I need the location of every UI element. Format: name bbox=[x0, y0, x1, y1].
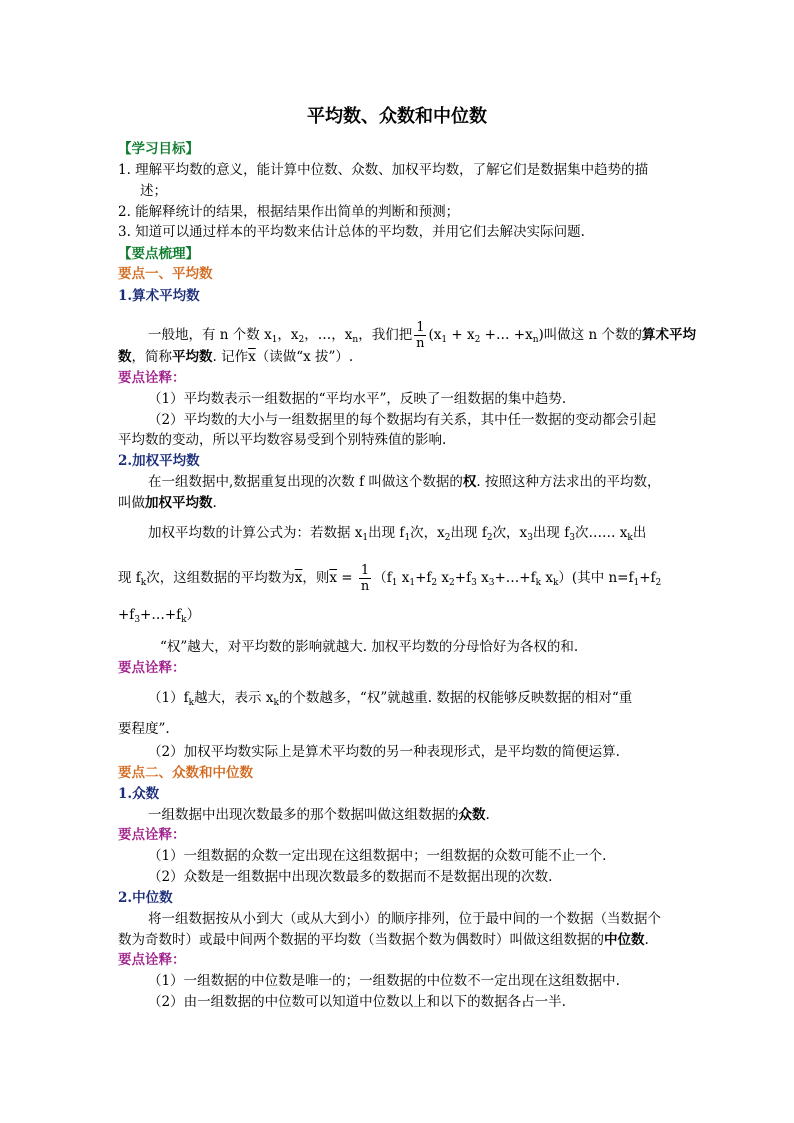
section-learning-goals: 【学习目标】 bbox=[118, 141, 199, 157]
note-2-item-1: $(1)f_k$越大，表示 $x_k$的个数越多，“权”就越重. 数据的权能够反映数据的相对“重 bbox=[148, 690, 633, 708]
weighted-mean-heading: 2.加权平均数 bbox=[118, 453, 200, 469]
note-heading-3: 要点诠释： bbox=[118, 827, 186, 843]
mode-heading: 1.众数 bbox=[118, 786, 160, 802]
weighted-mean-definition: 在一组数据中,数据重复出现的次数 f 叫做这个数据的权. 按照这种方法求出的平均数， bbox=[148, 474, 661, 490]
note-2-item-1-cont: 要程度”. bbox=[118, 721, 170, 737]
note-heading-1: 要点诠释： bbox=[118, 370, 186, 386]
note-heading-4: 要点诠释： bbox=[118, 952, 186, 968]
note-1-item-2: （2）平均数的大小与一组数据里的每个数据均有关系，其中任一数据的变动都会引起 bbox=[148, 412, 657, 428]
goal-item-2: 2. 能解释统计的结果，根据结果作出简单的判断和预测； bbox=[118, 204, 460, 220]
note-4-item-1: （1）一组数据的中位数是唯一的；一组数据的中位数不一定出现在这组数据中. bbox=[148, 973, 620, 989]
weight-explanation: “权”越大，对平均数的影响就越大. 加权平均数的分母恰好为各权的和. bbox=[160, 639, 579, 655]
note-heading-2: 要点诠释： bbox=[118, 660, 186, 676]
section-key-points: 【要点梳理】 bbox=[118, 246, 199, 262]
median-heading: 2.中位数 bbox=[118, 890, 173, 906]
arithmetic-mean-heading: 1.算术平均数 bbox=[118, 288, 200, 304]
weighted-mean-formula-line-1: 加权平均数的计算公式为：若数据 $x_1$出现 $f_1$次，$x_2$出现 $f_2$次，$x_3$出现 $f_3$次…… $x_k$出 bbox=[148, 525, 647, 543]
page-title: 平均数、众数和中位数 bbox=[307, 106, 487, 127]
fraction-one-over-n: $\frac{1}{n}$ bbox=[416, 320, 425, 351]
weighted-mean-formula-line-2: 现 $f_k$次，这组数据的平均数为$\overline{x}$，则$\overline{x}$ = $\frac{1}{n}$ （$f_1$ $x_1+f_2$ $x_2+f_3$ $x_3+\dots+f_k$ $x_k$）(其中 $n=f_1+f_2$ bbox=[118, 563, 662, 594]
mode-definition: 一组数据中出现次数最多的那个数据叫做这组数据的众数. bbox=[148, 807, 490, 823]
note-1-item-2-cont: 平均数的变动，所以平均数容易受到个别特殊值的影响. bbox=[118, 432, 447, 448]
median-definition-cont: 数为奇数时）或最中间两个数据的平均数（当数据个数为偶数时）叫做这组数据的中位数. bbox=[118, 932, 649, 948]
arithmetic-mean-definition-cont: 数，简称平均数. 记作$\overline{x}$（读做“x 拔”）. bbox=[118, 349, 354, 365]
arithmetic-mean-definition: 一般地，有 n 个数 $x_1$，$x_2$，…，$x_n$，我们把 $\frac{1}{n}$ ($x_1 + x_2$ +… $+x_n$)叫做这 n 个数的算术平均 bbox=[148, 320, 697, 351]
note-1-item-1: （1）平均数表示一组数据的“平均水平”，反映了一组数据的集中趋势. bbox=[148, 391, 567, 407]
median-definition: 将一组数据按从小到大（或从大到小）的顺序排列，位于最中间的一个数据（当数据个 bbox=[148, 911, 661, 927]
point-1-heading: 要点一、平均数 bbox=[118, 266, 213, 282]
note-2-item-2: （2）加权平均数实际上是算术平均数的另一种表现形式，是平均数的简便运算. bbox=[148, 744, 620, 760]
fraction-one-over-n-weighted: $\frac{1}{n}$ bbox=[360, 563, 370, 594]
weighted-mean-formula-line-3: $+f_3+\dots+f_k$） bbox=[118, 607, 201, 625]
note-3-item-2: （2）众数是一组数据中出现次数最多的数据而不是数据出现的次数. bbox=[148, 869, 553, 885]
goal-item-1: 1. 理解平均数的意义，能计算中位数、众数、加权平均数，了解它们是数据集中趋势的描 bbox=[118, 162, 649, 178]
point-2-heading: 要点二、众数和中位数 bbox=[118, 765, 253, 781]
goal-item-1-cont: 述； bbox=[140, 183, 167, 199]
note-3-item-1: （1）一组数据的众数一定出现在这组数据中；一组数据的众数可能不止一个. bbox=[148, 848, 607, 864]
goal-item-3: 3. 知道可以通过样本的平均数来估计总体的平均数，并用它们去解决实际问题. bbox=[118, 224, 585, 240]
note-4-item-2: （2）由一组数据的中位数可以知道中位数以上和以下的数据各占一半. bbox=[148, 994, 566, 1010]
weighted-mean-definition-cont: 叫做加权平均数. bbox=[118, 495, 217, 511]
